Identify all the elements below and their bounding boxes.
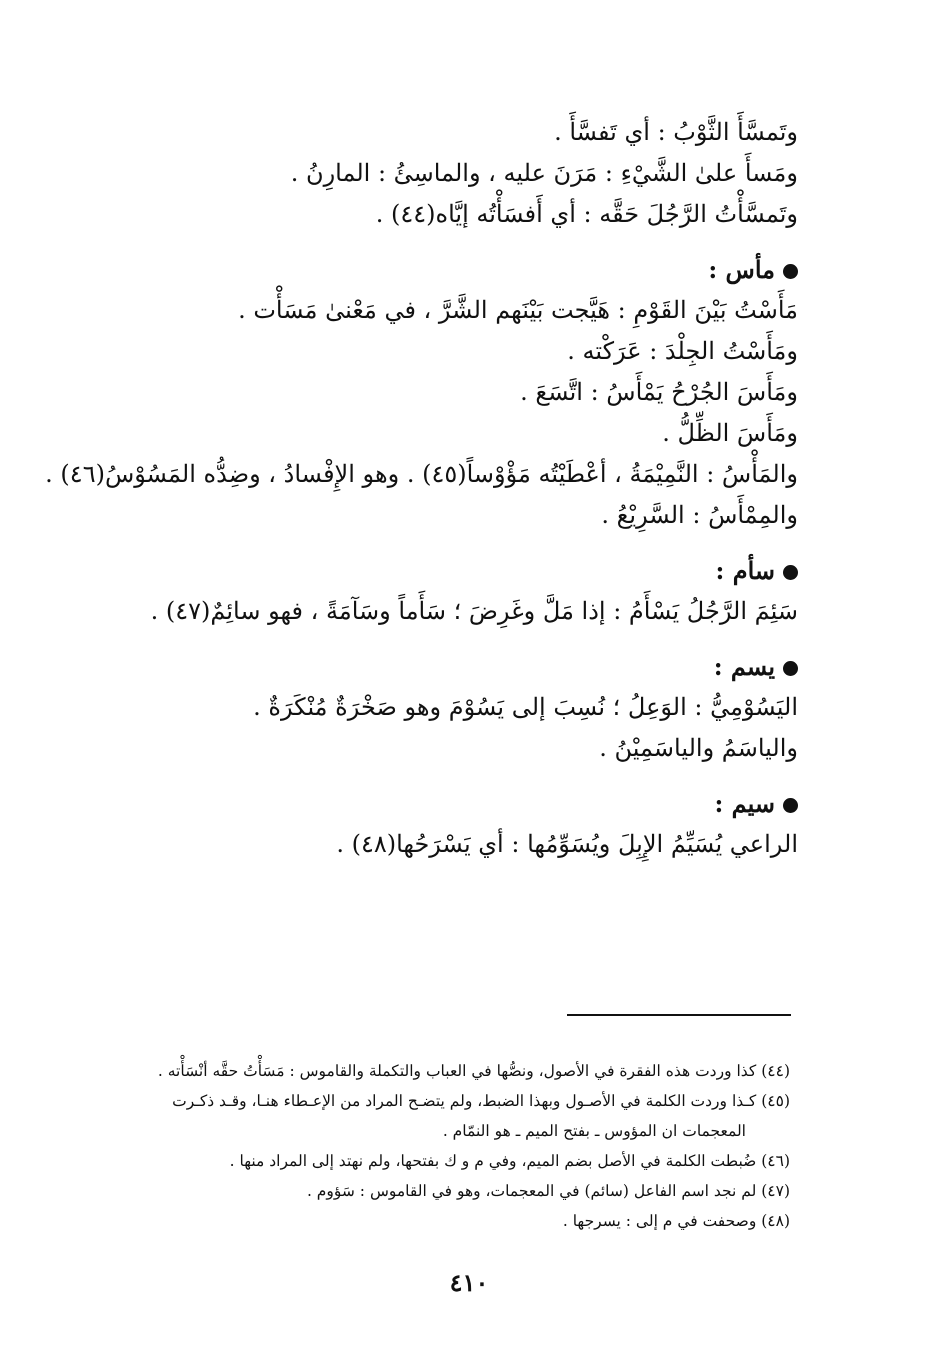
text-line: والياسَمُ والياسَمِيْنُ . — [599, 734, 798, 762]
footnote-44: (٤٤) كذا وردت هذه الفقرة في الأصول، ونصُّها في العباب والتكملة والقاموس : مَسَأْتُ حقَّه أنْسَأْته . — [157, 1062, 790, 1080]
entry-saam — [80, 550, 798, 632]
footnote-47: (٤٧) لم نجد اسم الفاعل (سائم) في المعجمات، وهو في القاموس : سَؤوم . — [306, 1182, 790, 1200]
footnote-45: (٤٥) كـذا وردت الكلمة في الأصـول وبهذا الضبط، ولم يتضـح المراد من الإعـطاء هنـا، وقـد ذكـرت — [172, 1092, 790, 1110]
text-line: والمَأْسُ : النَّمِيْمَةُ ، أعْطَيْتُه مَؤْوْساً(٤٥) . وهو الإِفْسادُ ، وضِدُّه المَسُوْسُ(٤٦) . — [45, 460, 798, 488]
text-line: ومَأَسْتُ الجِلْدَ : عَرَكْته . — [567, 337, 798, 365]
text-line: اليَسُوْمِيُّ : الوَعِلُ ؛ نُسِبَ إلى يَسُوْمَ وهو صَخْرَةٌ مُنْكَرَةٌ . — [253, 693, 798, 721]
text-line: وتَمسَّأَ الثَّوْبُ : أي تَفسَّأَ . — [554, 118, 798, 146]
text-line: ومَأَسَ الظِّلُّ . — [662, 419, 798, 447]
bullet-icon — [783, 661, 798, 676]
entry-heading — [80, 783, 798, 824]
entry-heading-text: سيم : — [714, 789, 775, 818]
entry-heading — [80, 249, 798, 290]
entry-saym — [80, 783, 798, 865]
main-text — [45, 112, 798, 865]
footnote-separator — [567, 1014, 791, 1016]
entry-heading-text: سأم : — [715, 556, 775, 585]
text-line: وتَمسَّأْتُ الرَّجُلَ حَقَّه : أي أَفسَأْتُه إيَّاه(٤٤) . — [375, 200, 798, 228]
text-line: والمِمْأَسُ : السَّرِيْعُ . — [601, 501, 798, 529]
entry-heading — [80, 646, 798, 687]
entry-heading-text: يسم : — [713, 652, 775, 681]
bullet-icon — [783, 798, 798, 813]
entry-heading-text: مأس : — [708, 255, 775, 284]
bullet-icon — [783, 565, 798, 580]
bullet-icon — [783, 264, 798, 279]
text-line: مَأَسْتُ بَيْنَ القَوْمِ : هَيَّجت بَيْنَهم الشَّرَّ ، في مَعْنىٰ مَسَأْت . — [238, 296, 798, 324]
entry-maas — [45, 249, 798, 536]
text-line: سَئِمَ الرَّجُلُ يَسْأَمُ : إذا مَلَّ وغَرِضَ ؛ سَأَماً وسَآمَةً ، فهو سائِمٌ(٤٧) . — [150, 597, 798, 625]
page-number: ٤١٠ — [449, 1268, 489, 1297]
intro-block — [80, 112, 798, 235]
footnote-45-continued: المعجمات ان المؤوس ـ بفتح الميم ـ هو النمّام . — [442, 1122, 746, 1140]
footnote-48: (٤٨) وصحفت في م إلى : يسرجها . — [562, 1212, 790, 1230]
footnote-46: (٤٦) ضُبطت الكلمة في الأصل بضم الميم، وفي م و ك بفتحها، ولم نهتد إلى المراد منها . — [229, 1152, 790, 1170]
entry-heading — [80, 550, 798, 591]
text-line: ومَأَسَ الجُرْحُ يَمْأَسُ : اتَّسَعَ . — [520, 378, 798, 406]
text-line: الراعي يُسَيِّمُ الإِبِلَ ويُسَوِّمُها : أي يَسْرَحُها(٤٨) . — [336, 830, 798, 858]
text-line: ومَسأَ علىٰ الشَّيْءِ : مَرَنَ عليه ، والماسِئُ : المارِنُ . — [290, 159, 798, 187]
entry-yasm — [80, 646, 798, 769]
footnotes — [78, 1056, 790, 1236]
